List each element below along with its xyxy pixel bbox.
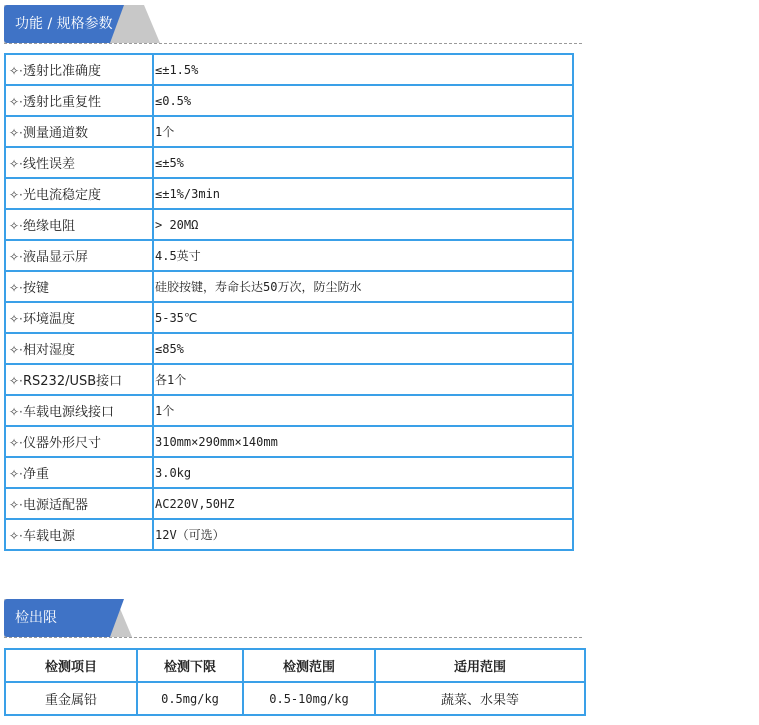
spec-label: 按键 [23,281,50,296]
section-title: 功能 / 规格参数 [15,16,113,32]
spec-label: 净重 [23,467,50,482]
spec-label: 透射比重复性 [23,95,102,110]
spec-label-cell [5,364,153,395]
diamond-bullet-icon: ✧· [9,405,23,419]
dashed-divider [4,637,582,638]
table-row [5,178,573,209]
spec-label: 线性误差 [23,157,76,172]
spec-value: 1个 [153,116,573,147]
spec-label-cell [5,457,153,488]
section-tab [4,599,154,637]
spec-label: 仪器外形尺寸 [23,436,102,451]
diamond-bullet-icon: ✧· [9,64,23,78]
spec-label-cell [5,395,153,426]
spec-label-cell [5,54,153,85]
table-row [5,426,573,457]
section-title: 检出限 [15,610,57,626]
table-row [5,333,573,364]
diamond-bullet-icon: ✧· [9,126,23,140]
table-row [5,147,573,178]
diamond-bullet-icon: ✧· [9,436,23,450]
detection-table [4,648,586,716]
spec-value: > 20MΩ [153,209,573,240]
table-row [5,209,573,240]
spec-value: 硅胶按键，寿命长达50万次，防尘防水 [153,271,573,302]
spec-value: ≤±1%/3min [153,178,573,209]
spec-value: 1个 [153,395,573,426]
spec-value: 12V（可选） [153,519,573,550]
spec-value: 310mm×290mm×140mm [153,426,573,457]
table-cell: 0.5-10mg/kg [243,682,375,715]
spec-label: 测量通道数 [23,126,89,141]
table-row [5,240,573,271]
spec-value: ≤±1.5% [153,54,573,85]
spec-label-cell [5,240,153,271]
diamond-bullet-icon: ✧· [9,467,23,481]
header-cell: 检测项目 [5,649,137,682]
diamond-bullet-icon: ✧· [9,281,23,295]
table-row [5,302,573,333]
spec-label-cell [5,147,153,178]
spec-label-cell [5,271,153,302]
diamond-bullet-icon: ✧· [9,312,23,326]
table-cell: 0.5mg/kg [137,682,243,715]
spec-label-cell [5,209,153,240]
diamond-bullet-icon: ✧· [9,498,23,512]
spec-label: 液晶显示屏 [23,250,89,265]
spec-label-cell [5,426,153,457]
table-row [5,271,573,302]
spec-label: 车载电源 [23,529,76,544]
spec-label: 车载电源线接口 [23,405,115,420]
spec-value: ≤±5% [153,147,573,178]
section-header-specs [4,5,584,45]
spec-label-cell [5,333,153,364]
spec-label-cell [5,519,153,550]
tab-shadow-slant [144,5,160,43]
table-row [5,85,573,116]
spec-value: 各1个 [153,364,573,395]
spec-label: 绝缘电阻 [23,219,76,234]
table-row [5,364,573,395]
dashed-divider [4,43,582,44]
spec-value: 3.0kg [153,457,573,488]
table-row [5,457,573,488]
spec-label-cell [5,302,153,333]
diamond-bullet-icon: ✧· [9,188,23,202]
spec-value: 4.5英寸 [153,240,573,271]
spec-value: ≤85% [153,333,573,364]
table-header-row [5,649,585,682]
table-cell: 蔬菜、水果等 [375,682,585,715]
table-row [5,54,573,85]
header-cell: 检测下限 [137,649,243,682]
spec-label-cell [5,178,153,209]
spec-label-cell [5,116,153,147]
spec-label: 环境温度 [23,312,76,327]
diamond-bullet-icon: ✧· [9,219,23,233]
spec-label: 电源适配器 [23,498,89,513]
table-row [5,488,573,519]
spec-value: ≤0.5% [153,85,573,116]
tab-slant [110,599,124,637]
diamond-bullet-icon: ✧· [9,157,23,171]
spec-label: 光电流稳定度 [23,188,102,203]
table-row [5,682,585,715]
section-header-detection [4,599,584,639]
spec-value: AC220V,50HZ [153,488,573,519]
spec-label-cell [5,488,153,519]
spec-table [4,53,574,551]
spec-label: 相对湿度 [23,343,76,358]
header-cell: 适用范围 [375,649,585,682]
header-cell: 检测范围 [243,649,375,682]
spec-label-cell [5,85,153,116]
diamond-bullet-icon: ✧· [9,374,23,388]
diamond-bullet-icon: ✧· [9,529,23,543]
spec-value: 5-35℃ [153,302,573,333]
table-cell: 重金属铅 [5,682,137,715]
table-row [5,116,573,147]
section-tab [4,5,154,43]
table-row [5,395,573,426]
diamond-bullet-icon: ✧· [9,343,23,357]
spec-label: RS232/USB接口 [23,374,123,389]
diamond-bullet-icon: ✧· [9,95,23,109]
spec-label: 透射比准确度 [23,64,102,79]
table-row [5,519,573,550]
diamond-bullet-icon: ✧· [9,250,23,264]
